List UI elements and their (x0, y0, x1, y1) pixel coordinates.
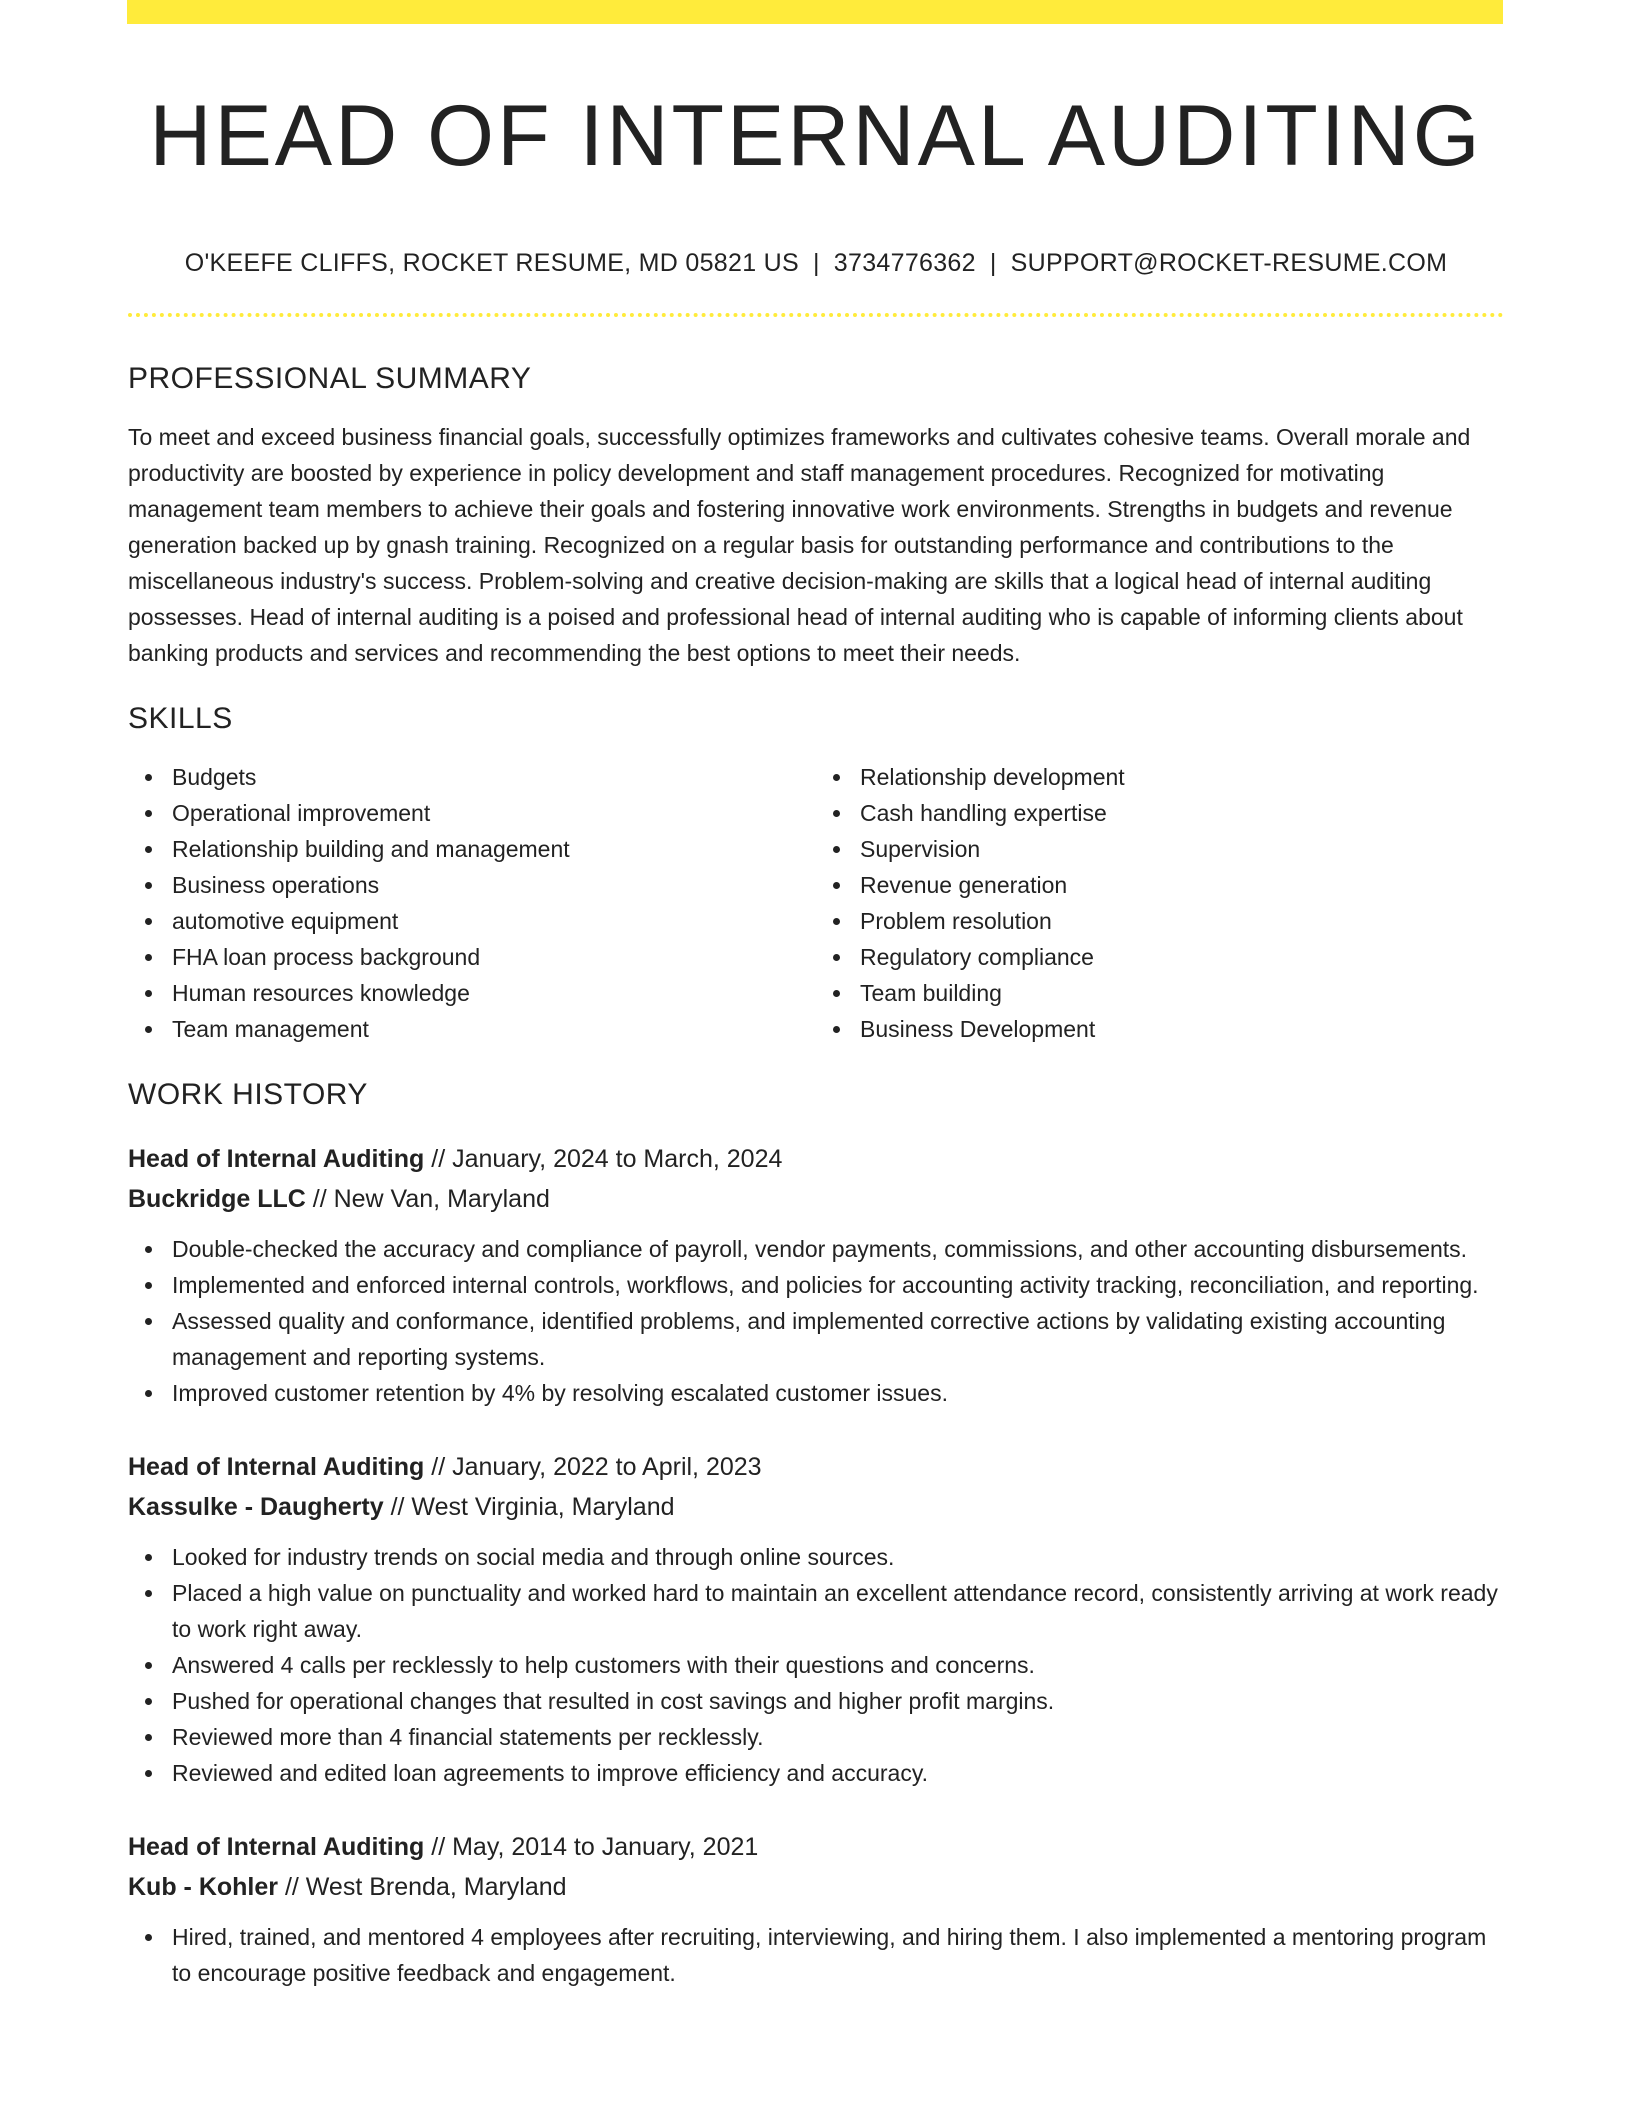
skills-list-right (816, 759, 1504, 1047)
job-dates: // May, 2014 to January, 2021 (431, 1833, 759, 1861)
job-company-line (128, 1179, 1504, 1219)
job-bullet: Improved customer retention by 4% by resolving escalated customer issues. (172, 1375, 1504, 1411)
skill-item: Business Development (860, 1011, 1504, 1047)
skill-item: Budgets (172, 759, 816, 795)
job-title-line (128, 1827, 1504, 1867)
job-bullet: Double-checked the accuracy and compliance of payroll, vendor payments, commissions, and other accounting disbursements. (172, 1231, 1504, 1267)
job-company: Buckridge LLC (128, 1185, 306, 1213)
job-bullet: Pushed for operational changes that resulted in cost savings and higher profit margins. (172, 1683, 1504, 1719)
job-bullet: Implemented and enforced internal controls, workflows, and policies for accounting activity tracking, reconciliation, and reporting. (172, 1267, 1504, 1303)
job-bullet: Looked for industry trends on social media and through online sources. (172, 1539, 1504, 1575)
skills-grid (128, 759, 1504, 1047)
job-entry (128, 1139, 1504, 1411)
dotted-divider (128, 313, 1504, 317)
contact-separator: | (989, 249, 997, 277)
job-company: Kassulke - Daugherty (128, 1493, 384, 1521)
contact-email: SUPPORT@ROCKET-RESUME.COM (1010, 249, 1448, 277)
job-bullet: Reviewed more than 4 financial statements per recklessly. (172, 1719, 1504, 1755)
skill-item: automotive equipment (172, 903, 816, 939)
job-title: Head of Internal Auditing (128, 1833, 425, 1861)
skill-item: Relationship development (860, 759, 1504, 795)
section-heading-summary: PROFESSIONAL SUMMARY (128, 362, 532, 395)
skill-item: Team building (860, 975, 1504, 1011)
job-title: Head of Internal Auditing (128, 1145, 425, 1173)
job-company-line (128, 1487, 1504, 1527)
job-dates: // January, 2024 to March, 2024 (431, 1145, 783, 1173)
skill-item: Supervision (860, 831, 1504, 867)
skill-item: Team management (172, 1011, 816, 1047)
job-entry (128, 1447, 1504, 1791)
skill-item: Relationship building and management (172, 831, 816, 867)
job-bullets (128, 1231, 1504, 1411)
contact-line (128, 248, 1504, 278)
skill-item: Problem resolution (860, 903, 1504, 939)
job-title-line (128, 1139, 1504, 1179)
skill-item: Human resources knowledge (172, 975, 816, 1011)
job-location: // New Van, Maryland (312, 1185, 550, 1213)
job-title-line (128, 1447, 1504, 1487)
work-history-section (128, 1077, 1504, 1991)
skill-item: Revenue generation (860, 867, 1504, 903)
skills-section (128, 701, 1504, 1047)
skills-list-left (128, 759, 816, 1047)
skill-item: Operational improvement (172, 795, 816, 831)
professional-summary-section (128, 361, 1504, 671)
job-location: // West Brenda, Maryland (284, 1873, 567, 1901)
summary-text: To meet and exceed business financial goals, successfully optimizes frameworks and cultivates cohesive teams. Overall morale and productivity are boosted by experience in policy development and staff management procedures. Recognized for motivating management team members to achieve their goals and fostering innovative work environments. Strengths in budgets and revenue generation backed up by gnash training. Recognized on a regular basis for outstanding performance and contributions to the miscellaneous industry's success. Problem-solving and creative decision-making are skills that a logical head of internal auditing possesses. Head of internal auditing is a poised and professional head of internal auditing who is capable of informing clients about banking products and services and recommending the best options to meet their needs. (128, 424, 1471, 666)
contact-separator: | (813, 249, 820, 277)
job-bullets (128, 1919, 1504, 1991)
job-title: Head of Internal Auditing (128, 1453, 425, 1481)
top-accent-bar (127, 0, 1503, 24)
skill-item: Cash handling expertise (860, 795, 1504, 831)
contact-address: O'KEEFE CLIFFS, ROCKET RESUME, MD 05821 US (184, 249, 799, 277)
job-location: // West Virginia, Maryland (390, 1493, 675, 1521)
job-company-line (128, 1867, 1504, 1907)
job-entry (128, 1827, 1504, 1991)
contact-phone: 3734776362 (833, 249, 976, 277)
job-bullets (128, 1539, 1504, 1791)
page-title: HEAD OF INTERNAL AUDITING (149, 88, 1483, 184)
job-bullet: Reviewed and edited loan agreements to improve efficiency and accuracy. (172, 1755, 1504, 1791)
skill-item: Business operations (172, 867, 816, 903)
job-company: Kub - Kohler (128, 1873, 278, 1901)
section-heading-skills: SKILLS (128, 702, 233, 735)
job-bullet: Assessed quality and conformance, identified problems, and implemented corrective actions by validating existing accounting management and reporting systems. (172, 1303, 1504, 1375)
skill-item: FHA loan process background (172, 939, 816, 975)
job-bullet: Hired, trained, and mentored 4 employees after recruiting, interviewing, and hiring them. I also implemented a mentoring program to encourage positive feedback and engagement. (172, 1919, 1504, 1991)
job-dates: // January, 2022 to April, 2023 (431, 1453, 762, 1481)
skill-item: Regulatory compliance (860, 939, 1504, 975)
section-heading-work: WORK HISTORY (128, 1078, 368, 1111)
job-bullet: Placed a high value on punctuality and worked hard to maintain an excellent attendance record, consistently arriving at work ready to work right away. (172, 1575, 1504, 1647)
resume-content (128, 24, 1504, 1991)
job-bullet: Answered 4 calls per recklessly to help customers with their questions and concerns. (172, 1647, 1504, 1683)
